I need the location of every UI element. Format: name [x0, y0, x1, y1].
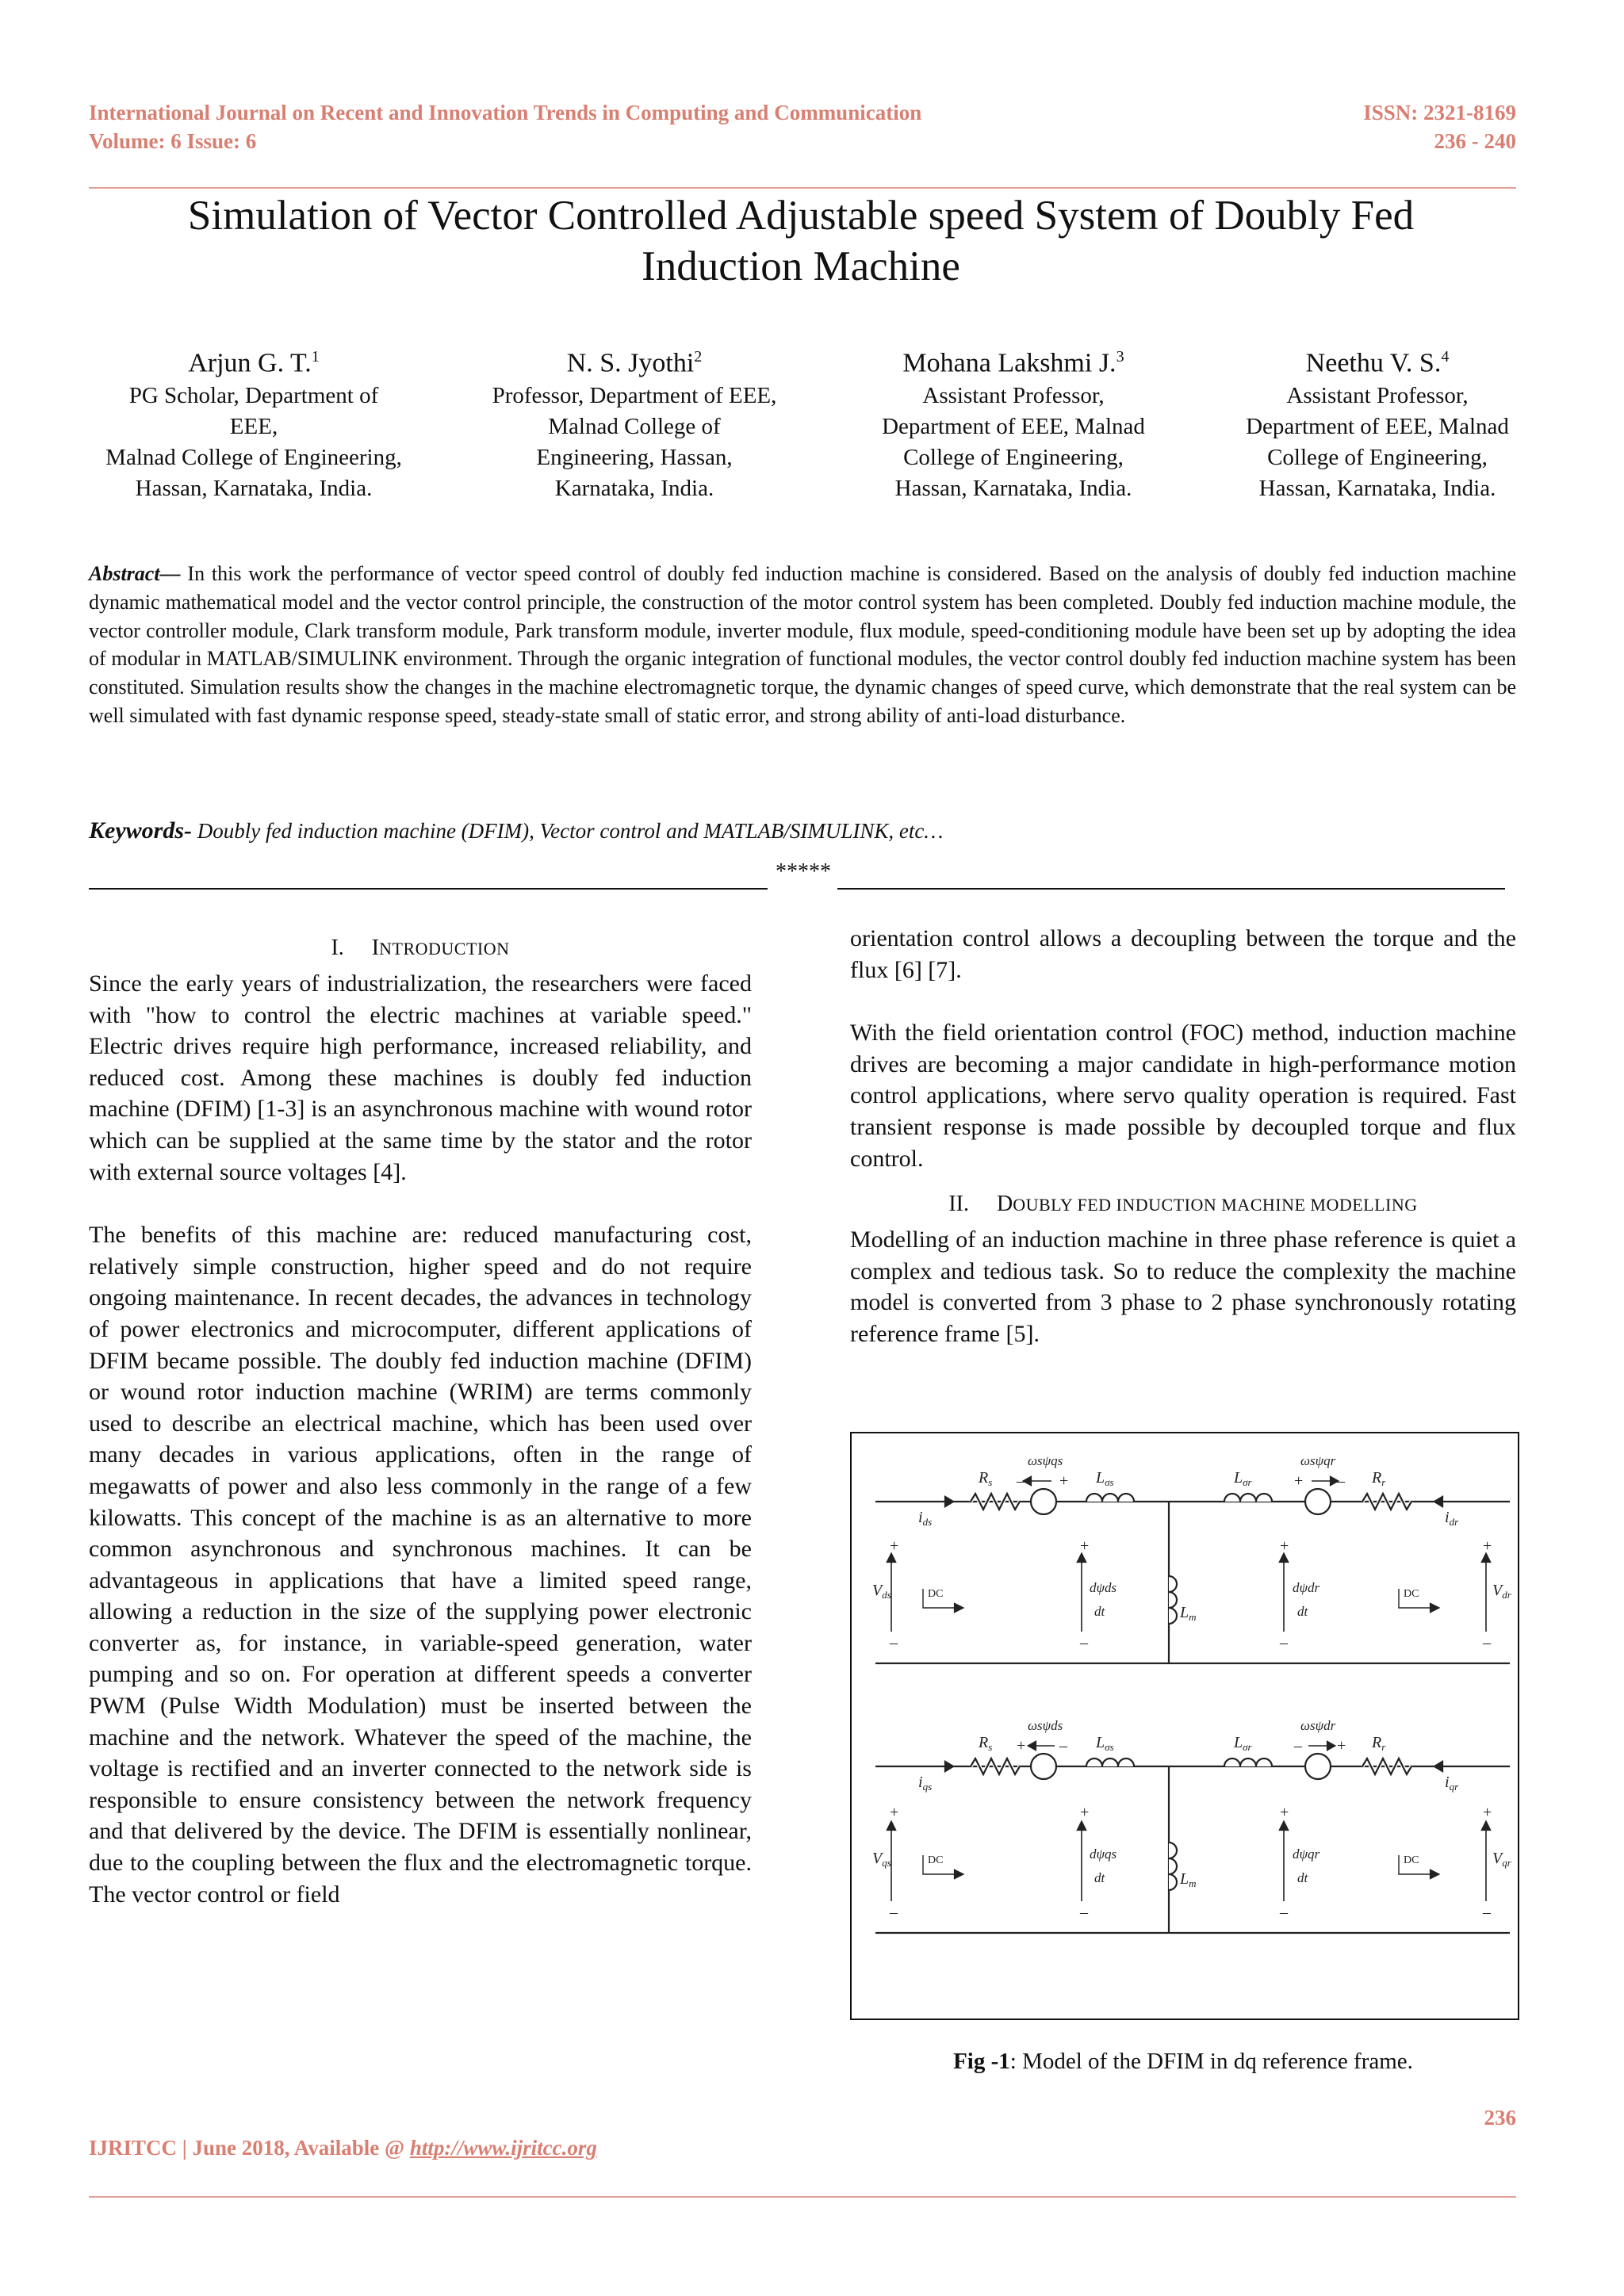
- footer-text: [89, 2136, 597, 2160]
- q-dc-arrowhead-right: [1431, 1870, 1438, 1878]
- d-vdr-arrowhead: [1482, 1554, 1490, 1562]
- d-lm-inductor: [1169, 1576, 1177, 1624]
- footer-rule: [89, 2196, 1516, 2198]
- author-affil: Hassan, Karnataka, India.: [1258, 476, 1496, 502]
- d-rotor-source: [1305, 1489, 1331, 1514]
- right-paragraph-2: With the field orientation control (FOC) method, induction machine drives are becoming a major candidate in high-performance motion control applications, where servo quality operation is required. Fast transient response is made possible by decoupled torque and flux control.: [850, 1020, 1516, 1172]
- q-vqr-arrowhead: [1482, 1822, 1490, 1830]
- right-paragraph-1: orientation control allows a decoupling between the torque and the flux [6] [7].: [850, 925, 1516, 983]
- label-dt: dt: [1094, 1870, 1105, 1885]
- section-number: I.: [331, 936, 344, 960]
- label-src-d-s: ωsψqs: [1028, 1453, 1063, 1468]
- intro-paragraph-2: The benefits of this machine are: reduced manufacturing cost, relatively simple construction, higher speed and do not require ongoing maintenance. In recent decades, the advances in technology of power electronics and microcomputer, different applications of DFIM became possible. The doubly fed induction machine (DFIM) or wound rotor induction machine (WRIM) are terms commonly used to describe an electrical machine, which has been used over many decades in various applications, often in the range of megawatts of power and also less commonly in the range of a few kilowatts. This concept of the machine is as an alternative to more common asynchronous and synchronous machines. It can be advantageous in applications that have a limited speed range, allowing a reduction in the size of the supplying power electronic converter as, for instance, in variable-speed generation, water pumping and so on. For operation at different speeds a converter PWM (Pulse Width Modulation) must be inserted between the machine and the network. Whatever the speed of the machine, the voltage is rectified and an inverter connected to the network side is responsible to ensure consistency between the network frequency and that delivered by the device. The DFIM is essentially nonlinear, due to the coupling between the flux and the electromagnetic torque. The vector control or field: [89, 1222, 752, 1908]
- q-stator-source: [1031, 1754, 1056, 1779]
- keywords-label: Keywords-: [89, 817, 192, 844]
- author-name: Mohana Lakshmi J.: [902, 348, 1116, 378]
- q-rotor-source: [1305, 1754, 1331, 1779]
- author-affil: College of Engineering,: [1267, 445, 1488, 471]
- header-rule: [89, 187, 1516, 189]
- label-idr: $i_{dr}$: [1445, 1509, 1459, 1528]
- figure-caption: [850, 2049, 1516, 2075]
- label-src-q-r: ωsψdr: [1300, 1718, 1336, 1733]
- q-llr-inductor: [1224, 1758, 1272, 1766]
- label-plus: +: [1280, 1537, 1289, 1555]
- d-dc-arrowhead-left: [955, 1604, 963, 1612]
- author-name: Neethu V. S.: [1305, 348, 1442, 378]
- abstract-label: Abstract—: [89, 562, 181, 585]
- footer-link[interactable]: http://www.ijritcc.org: [409, 2136, 597, 2160]
- author-affil: Malnad College of: [548, 414, 721, 440]
- label-dc: DC: [1404, 1588, 1419, 1600]
- d-ids-arrowhead: [945, 1497, 953, 1506]
- label-rs-q: $R_s$: [979, 1734, 993, 1753]
- label-plus: +: [1483, 1804, 1492, 1821]
- author-1: [75, 339, 432, 504]
- figure-dfim-model: [850, 1432, 1519, 2020]
- modelling-paragraph: Modelling of an induction machine in three phase reference is quiet a complex and tedious task. So to reduce the complexity the machine model is converted from 3 phase to 2 phase synchronously rotating reference frame [5].: [850, 1226, 1516, 1347]
- label-dpsi-dr: dψdr: [1293, 1580, 1320, 1595]
- d-axis-circuit: [875, 1477, 1510, 1663]
- d-dpsids-arrowhead: [1078, 1554, 1086, 1562]
- figure-caption-label: Fig -1: [953, 2049, 1010, 2074]
- footer-label: IJRITCC | June 2018, Available @: [89, 2136, 410, 2160]
- author-4: [1199, 339, 1556, 504]
- q-dpsiqs-arrowhead: [1078, 1822, 1086, 1830]
- author-sup: 3: [1116, 348, 1124, 365]
- issn: ISSN: 2321-8169: [1363, 101, 1516, 124]
- journal-name: International Journal on Recent and Innovation Trends in Computing and Communication: [89, 101, 922, 124]
- author-affil: Malnad College of Engineering,: [105, 445, 402, 471]
- label-dc: DC: [1404, 1854, 1419, 1866]
- section-heading-modelling: [850, 1188, 1516, 1221]
- d-idr-arrowhead: [1434, 1497, 1442, 1506]
- label-ids: $i_{ds}$: [918, 1509, 933, 1528]
- label-dc: DC: [928, 1854, 944, 1866]
- label-plus: +: [1337, 1737, 1346, 1755]
- author-affil: PG Scholar, Department of: [128, 383, 379, 409]
- separator-stars: *****: [776, 859, 831, 884]
- label-plus: +: [1059, 1472, 1069, 1490]
- label-dc: DC: [928, 1588, 944, 1600]
- label-rs-d: $R_s$: [979, 1469, 993, 1488]
- d-stator-source: [1031, 1489, 1056, 1514]
- label-rr-d: $R_r$: [1372, 1469, 1386, 1488]
- label-plus: +: [890, 1537, 899, 1555]
- label-lls-q: $L_{\sigma s}$: [1096, 1734, 1114, 1753]
- label-minus: –: [1483, 1634, 1491, 1651]
- author-affil: Hassan, Karnataka, India.: [135, 476, 373, 502]
- author-affil: College of Engineering,: [903, 445, 1124, 471]
- label-dpsi-qs: dψqs: [1090, 1846, 1117, 1862]
- abstract: [89, 560, 1516, 730]
- d-llr-inductor: [1224, 1494, 1272, 1502]
- separator-rule-left: [89, 888, 768, 890]
- label-plus: +: [1080, 1804, 1090, 1821]
- label-llr-d: $L_{\sigma r}$: [1234, 1469, 1252, 1488]
- author-affil: Karnataka, India.: [554, 476, 714, 502]
- author-3: [835, 339, 1192, 504]
- label-vqr: $V_{qr}$: [1492, 1850, 1511, 1869]
- left-column: [89, 932, 752, 1910]
- label-dpsi-ds: dψds: [1090, 1580, 1117, 1595]
- label-plus: +: [1483, 1537, 1492, 1555]
- label-rr-q: $R_r$: [1372, 1734, 1386, 1753]
- author-name: N. S. Jyothi: [566, 348, 695, 378]
- label-plus: +: [1294, 1472, 1304, 1490]
- author-affil: Department of EEE, Malnad: [1246, 414, 1509, 440]
- author-2: [456, 339, 813, 504]
- figure-caption-text: : Model of the DFIM in dq reference frame.: [1009, 2049, 1413, 2074]
- label-iqs: $i_{qs}$: [918, 1774, 933, 1793]
- label-minus: –: [1017, 1472, 1025, 1490]
- author-affil: Engineering, Hassan,: [536, 445, 733, 471]
- author-affil: Hassan, Karnataka, India.: [894, 476, 1132, 502]
- label-vdr: $V_{dr}$: [1492, 1582, 1511, 1601]
- label-plus: +: [1280, 1804, 1289, 1821]
- label-minus: –: [890, 1634, 898, 1651]
- author-affil: Professor, Department of EEE,: [492, 383, 777, 409]
- d-dpsidr-arrowhead: [1280, 1554, 1288, 1562]
- label-dt: dt: [1297, 1604, 1308, 1619]
- section-title-rest: OUBLY FED INDUCTION MACHINE MODELLING: [1013, 1195, 1418, 1215]
- separator-rule-right: [837, 888, 1505, 890]
- section-title-initial: D: [996, 1192, 1013, 1217]
- label-minus: –: [890, 1904, 898, 1921]
- author-name: Arjun G. T.: [188, 348, 312, 378]
- q-src-arrowhead-s: [1028, 1742, 1036, 1750]
- label-iqr: $i_{qr}$: [1445, 1774, 1459, 1793]
- author-affil: Department of EEE, Malnad: [882, 414, 1145, 440]
- d-src-arrowhead-s: [1024, 1477, 1031, 1485]
- label-minus: –: [1483, 1904, 1491, 1921]
- section-title-initial: I: [371, 936, 380, 960]
- author-sup: 1: [311, 348, 320, 365]
- label-src-d-r: ωsψqr: [1300, 1453, 1336, 1468]
- q-src-arrowhead-r: [1327, 1742, 1335, 1750]
- label-lm-d: $L_m$: [1180, 1604, 1197, 1623]
- paper-title: Simulation of Vector Controlled Adjustable speed System of Doubly Fed Induction Machine: [187, 193, 1415, 289]
- label-vqs: $V_{qs}$: [872, 1850, 891, 1869]
- label-minus: –: [1294, 1737, 1302, 1755]
- d-axis-labels: [872, 1453, 1512, 1651]
- q-axis-labels: [872, 1718, 1512, 1921]
- label-minus: –: [1080, 1904, 1088, 1921]
- section-title-rest: NTRODUCTION: [379, 939, 510, 959]
- volume-issue: Volume: 6 Issue: 6: [89, 129, 257, 153]
- q-dpsiqr-arrowhead: [1280, 1822, 1288, 1830]
- keywords-text: Doubly fed induction machine (DFIM), Vector control and MATLAB/SIMULINK, etc…: [192, 819, 944, 843]
- label-dpsi-qr: dψqr: [1293, 1846, 1320, 1862]
- d-vds-arrowhead: [887, 1554, 895, 1562]
- dfim-circuit-diagram: [852, 1433, 1518, 2019]
- label-dt: dt: [1297, 1870, 1308, 1885]
- label-plus: +: [1080, 1537, 1090, 1555]
- label-minus: –: [1337, 1472, 1345, 1490]
- author-affil: Assistant Professor,: [1286, 383, 1469, 409]
- keywords: [89, 817, 1516, 845]
- label-lm-q: $L_m$: [1180, 1870, 1197, 1889]
- author-sup: 4: [1441, 348, 1450, 365]
- label-llr-q: $L_{\sigma r}$: [1234, 1734, 1252, 1753]
- q-lls-inductor: [1086, 1758, 1134, 1766]
- label-minus: –: [1280, 1634, 1288, 1651]
- label-minus: –: [1059, 1737, 1067, 1755]
- right-column: [850, 923, 1516, 1350]
- page-range: 236 - 240: [1434, 129, 1516, 153]
- q-vqs-arrowhead: [887, 1822, 895, 1830]
- page-number: 236: [1484, 2106, 1516, 2130]
- d-dc-arrowhead-right: [1431, 1604, 1438, 1612]
- label-minus: –: [1280, 1904, 1288, 1921]
- section-heading-introduction: [89, 932, 752, 965]
- author-affil: Assistant Professor,: [922, 383, 1105, 409]
- q-iqs-arrowhead: [945, 1762, 953, 1771]
- label-minus: –: [1080, 1634, 1088, 1651]
- d-lls-inductor: [1086, 1494, 1134, 1502]
- abstract-text: In this work the performance of vector speed control of doubly fed induction machine is considered. Based on the analysis of doubly fed induction machine dynamic mathematical model and the vector control principle, the construction of the motor control system has been completed. Doubly fed induction machine module, the vector controller module, Clark transform module, Park transform module, inverter module, flux module, speed-conditioning module have been set up by adopting the idea of modular in MATLAB/SIMULINK environment. Through the organic integration of functional modules, the vector control doubly fed induction machine system has been constituted. Simulation results show the changes in the machine electromagnetic torque, the dynamic changes of speed curve, which demonstrate that the real system can be well simulated with fast dynamic response speed, steady-state small of static error, and strong ability of anti-load disturbance.: [89, 562, 1516, 727]
- intro-paragraph-1: Since the early years of industrialization, the researchers were faced with "how to control the electric machines at variable speed." Electric drives require high performance, increased reliability, and reduced cost. Among these machines is doubly fed induction machine (DFIM) [1-3] is an asynchronous machine with wound rotor which can be supplied at the same time by the stator and the rotor with external source voltages [4].: [89, 970, 752, 1185]
- q-iqr-arrowhead: [1434, 1762, 1442, 1771]
- author-sup: 2: [694, 348, 703, 365]
- q-dc-arrowhead-left: [955, 1870, 963, 1878]
- label-lls-d: $L_{\sigma s}$: [1096, 1469, 1114, 1488]
- section-number: II.: [948, 1192, 969, 1217]
- q-axis-circuit: [875, 1742, 1510, 1933]
- label-vds: $V_{ds}$: [872, 1582, 891, 1601]
- q-lm-inductor: [1169, 1843, 1177, 1890]
- label-src-q-s: ωsψds: [1028, 1718, 1063, 1733]
- label-plus: +: [890, 1804, 899, 1821]
- label-plus: +: [1017, 1737, 1026, 1755]
- label-dt: dt: [1094, 1604, 1105, 1619]
- author-affil: EEE,: [229, 414, 278, 440]
